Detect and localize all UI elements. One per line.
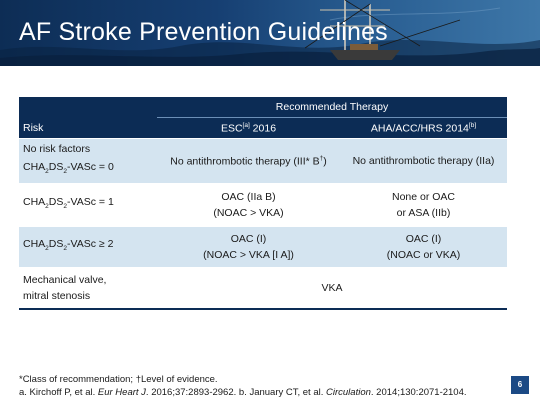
blank-header-cell xyxy=(19,97,157,118)
footnote-references: a. Kirchoff P, et al. Eur Heart J. 2016;37:2893-2962. b. January CT, et al. Circulation. 2014;130:2071-2104. xyxy=(19,387,467,398)
guidelines-table xyxy=(19,97,507,310)
esc-cell: OAC (IIa B) (NOAC > VKA) xyxy=(157,184,340,227)
footnotes xyxy=(19,373,467,399)
risk-cell: $CHA_2DS_2$-VASc = 1 xyxy=(19,184,157,227)
recommended-therapy-header: Recommended Therapy xyxy=(157,97,507,118)
therapy-cell: VKA xyxy=(157,268,507,310)
aha-cell: None or OAC or ASA (IIb) xyxy=(340,184,507,227)
risk-cell: No risk factors $CHA_2DS_2$-VASc = 0 xyxy=(19,139,157,184)
footnote-evidence: *Class of recommendation; †Level of evidence. xyxy=(19,374,218,385)
page-number-badge: 6 xyxy=(511,376,529,394)
aha-column-header: AHA/ACC/HRS 2014[b] xyxy=(340,118,507,139)
title-banner xyxy=(0,0,540,66)
page-title: AF Stroke Prevention Guidelines xyxy=(19,18,388,46)
table-row xyxy=(19,139,507,184)
table-row xyxy=(19,227,507,268)
esc-cell: OAC (I) (NOAC > VKA [I A]) xyxy=(157,227,340,268)
esc-cell: No antithrombotic therapy (III* B†) xyxy=(157,139,340,184)
aha-cell: No antithrombotic therapy (IIa) xyxy=(340,139,507,184)
esc-column-header: ESC[a] 2016 xyxy=(157,118,340,139)
aha-cell: OAC (I) (NOAC or VKA) xyxy=(340,227,507,268)
risk-column-header: Risk xyxy=(19,118,157,139)
risk-cell: Mechanical valve, mitral stenosis xyxy=(19,268,157,310)
table-row xyxy=(19,184,507,227)
risk-cell: $CHA_2DS_2$-VASc ≥ 2 xyxy=(19,227,157,268)
table-row xyxy=(19,268,507,310)
